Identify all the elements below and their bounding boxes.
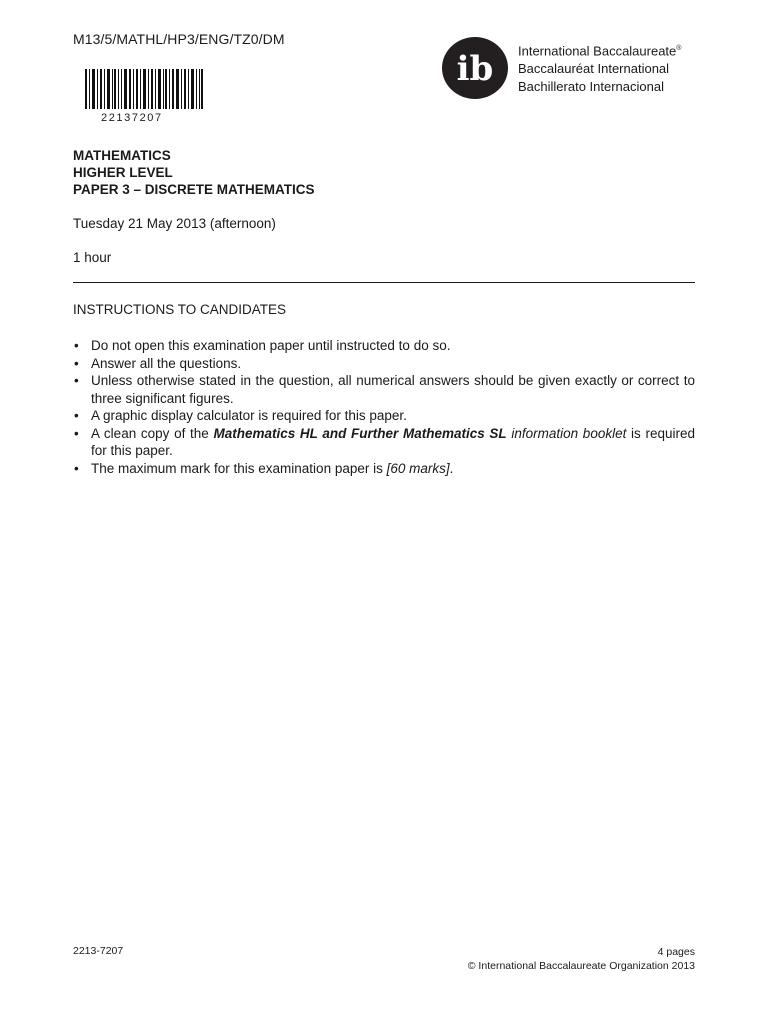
list-item: • Unless otherwise stated in the question, all numerical answers should be given exactly or correct to three significant figures. [74,373,695,406]
subject-title: MATHEMATICS [73,148,171,163]
footer-code: 2213-7207 [73,945,124,957]
list-item: • The maximum mark for this examination paper is [60 marks]. [74,460,454,476]
booklet-title: Mathematics HL and Further Mathematics SL [213,425,507,441]
logo-line-3: Bachillerato Internacional [518,79,664,95]
list-item: • Answer all the questions. [74,355,242,371]
list-item: • A graphic display calculator is required for this paper. [74,408,407,423]
bullet-icon: • [74,408,79,423]
ib-logo-icon [441,36,509,100]
paper-code: M13/5/MATHL/HP3/ENG/TZ0/DM [73,31,285,47]
instructions-list [73,337,695,477]
ib-logo-mark: ib [456,49,494,89]
logo-line-2: Baccalauréat International [518,61,670,77]
page-count: 4 pages [657,946,695,958]
exam-date: Tuesday 21 May 2013 (afternoon) [73,216,276,231]
footer-info [468,945,695,973]
bullet-icon: • [74,373,79,388]
exam-duration: 1 hour [73,250,112,265]
list-item: • Do not open this examination paper until instructed to do so. [74,338,451,353]
bullet-icon: • [74,355,79,371]
logo-line-1: International Baccalaureate [518,43,677,59]
copyright: © International Baccalaureate Organization 2013 [467,960,695,972]
barcode [85,69,203,109]
paper-title: PAPER 3 – DISCRETE MATHEMATICS [73,182,315,197]
level-title: HIGHER LEVEL [73,165,173,180]
barcode-number: 22137207 [101,112,163,124]
exam-titles [73,147,315,198]
divider [73,282,695,283]
ib-logo-text [518,40,681,96]
bullet-icon: • [74,338,79,353]
instructions-heading: INSTRUCTIONS TO CANDIDATES [73,302,287,317]
bullet-icon: • [74,460,79,476]
max-marks: [60 marks] [386,460,450,476]
registered-mark: ® [676,45,682,52]
bullet-icon: • [74,425,79,441]
list-item: • A clean copy of the Mathematics HL and Further Mathematics SL information booklet is required for this paper. [74,425,695,458]
